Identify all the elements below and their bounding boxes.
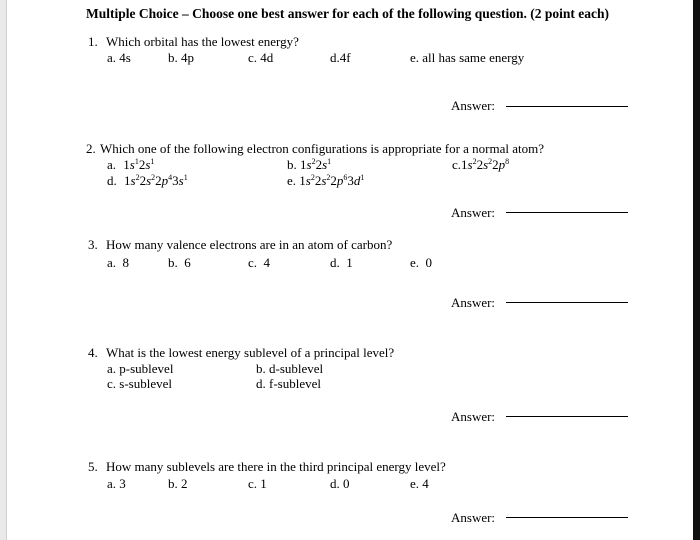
question-text: Which orbital has the lowest energy? [106, 34, 299, 49]
option-c[interactable]: $c.1s^22s^22p^8$ [452, 157, 510, 172]
answer-blank[interactable] [506, 517, 628, 518]
answer-blank[interactable] [506, 416, 628, 417]
answer-label: Answer: [451, 98, 496, 113]
electron-config: $1s^22s^22p^63d^1$ [299, 173, 365, 188]
option-e[interactable]: e. 0 [410, 255, 433, 270]
answer-label: Answer: [451, 295, 496, 310]
option-b[interactable]: b. $1s^22s^1$ [287, 157, 332, 172]
option-d[interactable]: d. 0 [330, 476, 350, 491]
question-number: 4. [88, 345, 98, 360]
answer-blank[interactable] [506, 106, 628, 107]
option-a[interactable]: a. $1s^12s^1$ [107, 157, 155, 172]
option-a[interactable]: a. 8 [107, 255, 130, 270]
option-d[interactable]: d. f-sublevel [256, 376, 321, 391]
option-e[interactable]: e. all has same energy [410, 50, 525, 65]
option-a[interactable]: a. p-sublevel [107, 361, 174, 376]
question-text: What is the lowest energy sublevel of a principal level? [106, 345, 395, 360]
answer-blank[interactable] [506, 302, 628, 303]
question-text: How many sublevels are there in the third principal energy level? [106, 459, 446, 474]
electron-config: $1s^22s^22p^43s^1$ [124, 173, 188, 188]
option-c[interactable]: c. 4 [248, 255, 271, 270]
answer-blank[interactable] [506, 212, 628, 213]
answer-label: Answer: [451, 205, 496, 220]
option-b[interactable]: b. 6 [168, 255, 191, 270]
question-text: How many valence electrons are in an atom of carbon? [106, 237, 393, 252]
answer-label: Answer: [451, 409, 496, 424]
question-text: Which one of the following electron configurations is appropriate for a normal atom? [100, 141, 545, 156]
question-number: 2. [86, 141, 96, 156]
option-b[interactable]: b. 2 [168, 476, 188, 491]
left-page-edge [0, 0, 7, 540]
right-page-edge [693, 0, 700, 540]
option-e[interactable]: e. $1s^22s^22p^63d^1$ [287, 173, 365, 188]
question-number: 5. [88, 459, 98, 474]
answer-label: Answer: [451, 510, 496, 525]
option-c[interactable]: c. 1 [248, 476, 267, 491]
option-d[interactable]: d. $1s^22s^22p^43s^1$ [107, 173, 188, 188]
electron-config: $1s^12s^1$ [123, 157, 155, 172]
option-d[interactable]: d.4f [330, 50, 351, 65]
question-number: 1. [88, 34, 98, 49]
electron-config: $1s^22s^1$ [300, 157, 332, 172]
option-b[interactable]: b. d-sublevel [256, 361, 324, 376]
option-c[interactable]: c. s-sublevel [107, 376, 172, 391]
option-c[interactable]: c. 4d [248, 50, 274, 65]
option-a[interactable]: a. 4s [107, 50, 131, 65]
option-a[interactable]: a. 3 [107, 476, 126, 491]
option-d[interactable]: d. 1 [330, 255, 353, 270]
option-e[interactable]: e. 4 [410, 476, 429, 491]
electron-config: $1s^22s^22p^8$ [461, 157, 510, 172]
option-b[interactable]: b. 4p [168, 50, 194, 65]
question-number: 3. [88, 237, 98, 252]
page-heading: Multiple Choice – Choose one best answer for each of the following question. (2 point each) [86, 6, 609, 21]
